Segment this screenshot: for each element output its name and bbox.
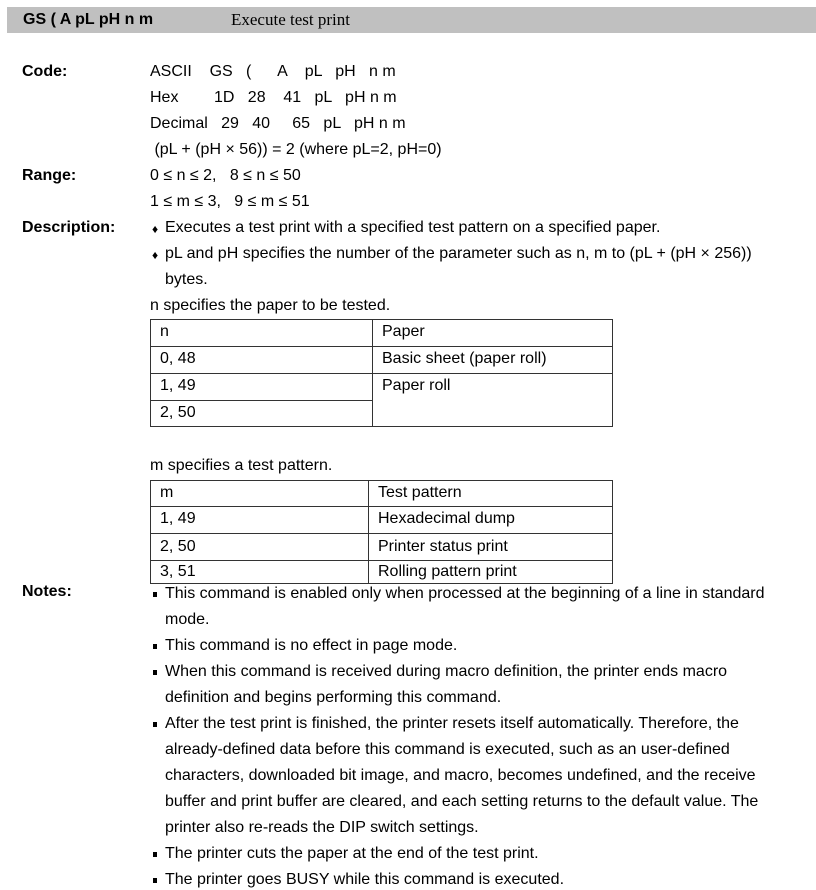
- m-pattern-table: [150, 480, 613, 584]
- table-cell: 2, 50: [151, 534, 369, 561]
- table-row: [151, 347, 613, 374]
- range-n: 0 ≤ n ≤ 2, 8 ≤ n ≤ 50: [150, 167, 301, 184]
- note-4-cont: buffer and print buffer are cleared, and each setting returns to the default value. The: [165, 793, 759, 810]
- description-bullet-2-cont: bytes.: [165, 271, 208, 288]
- m-table-intro: m specifies a test pattern.: [150, 457, 333, 474]
- note-3-cont: definition and begins performing this command.: [165, 689, 502, 706]
- table-cell: Rolling pattern print: [369, 561, 613, 584]
- description-bullet-2: pL and pH specifies the number of the parameter such as n, m to (pL + (pH × 256)): [165, 245, 752, 262]
- code-decimal: Decimal 29 40 65 pL pH n m: [150, 115, 406, 132]
- code-label: Code:: [22, 63, 68, 80]
- table-cell: Printer status print: [369, 534, 613, 561]
- table-row: [151, 561, 613, 584]
- square-bullet-icon: [153, 878, 157, 883]
- note-1: This command is enabled only when processed at the beginning of a line in standard: [165, 585, 765, 602]
- table-header-cell: n: [151, 320, 373, 347]
- table-cell: 1, 49: [151, 374, 373, 401]
- table-header-row: [151, 481, 613, 507]
- table-header-row: [151, 320, 613, 347]
- note-4-cont: already-defined data before this command is executed, such as an user-defined: [165, 741, 730, 758]
- notes-label: Notes:: [22, 583, 72, 600]
- table-header-cell: Test pattern: [369, 481, 613, 507]
- square-bullet-icon: [153, 722, 157, 727]
- note-4-cont: characters, downloaded bit image, and macro, becomes undefined, and the receive: [165, 767, 756, 784]
- description-bullet-1: Executes a test print with a specified test pattern on a specified paper.: [165, 219, 661, 236]
- table-cell: 1, 49: [151, 507, 369, 534]
- table-header-cell: Paper: [373, 320, 613, 347]
- diamond-bullet-icon: ♦: [152, 222, 159, 236]
- table-cell: Paper roll: [373, 374, 613, 427]
- diamond-bullet-icon: ♦: [152, 248, 159, 262]
- square-bullet-icon: [153, 592, 157, 597]
- note-1-cont: mode.: [165, 611, 210, 628]
- table-cell: Basic sheet (paper roll): [373, 347, 613, 374]
- table-cell: 2, 50: [151, 401, 373, 427]
- note-6: The printer goes BUSY while this command is executed.: [165, 871, 565, 888]
- note-5: The printer cuts the paper at the end of the test print.: [165, 845, 539, 862]
- range-m: 1 ≤ m ≤ 3, 9 ≤ m ≤ 51: [150, 193, 310, 210]
- table-cell: 0, 48: [151, 347, 373, 374]
- range-label: Range:: [22, 167, 77, 184]
- code-ascii: ASCII GS ( A pL pH n m: [150, 63, 396, 80]
- n-paper-table: [150, 319, 613, 427]
- code-formula: (pL + (pH × 56)) = 2 (where pL=2, pH=0): [150, 141, 442, 158]
- table-header-cell: m: [151, 481, 369, 507]
- n-table-intro: n specifies the paper to be tested.: [150, 297, 391, 314]
- command-name: GS ( A pL pH n m: [23, 11, 154, 28]
- code-hex: Hex 1D 28 41 pL pH n m: [150, 89, 397, 106]
- table-row: [151, 507, 613, 534]
- description-label: Description:: [22, 219, 116, 236]
- note-2: This command is no effect in page mode.: [165, 637, 458, 654]
- table-row: [151, 374, 613, 401]
- command-header-bar: [7, 7, 816, 33]
- square-bullet-icon: [153, 852, 157, 857]
- note-3: When this command is received during macro definition, the printer ends macro: [165, 663, 728, 680]
- square-bullet-icon: [153, 670, 157, 675]
- table-cell: 3, 51: [151, 561, 369, 584]
- command-title: Execute test print: [231, 10, 350, 29]
- note-4: After the test print is finished, the printer resets itself automatically. Therefore, the: [165, 715, 739, 732]
- square-bullet-icon: [153, 644, 157, 649]
- table-cell: Hexadecimal dump: [369, 507, 613, 534]
- table-row: [151, 534, 613, 561]
- note-4-cont: printer also re-reads the DIP switch settings.: [165, 819, 479, 836]
